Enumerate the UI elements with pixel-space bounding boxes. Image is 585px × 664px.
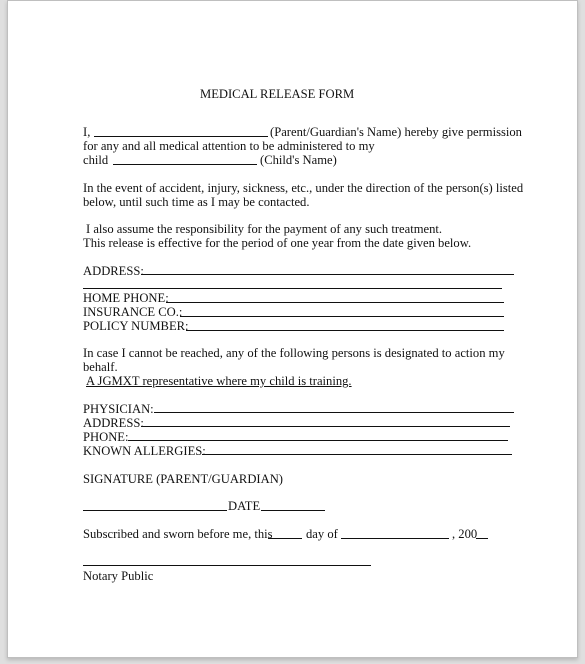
physician-label: PHYSICIAN: <box>83 402 154 416</box>
signature-label: SIGNATURE (PARENT/GUARDIAN) <box>83 472 283 486</box>
sworn-month-blank[interactable] <box>341 538 449 539</box>
emergency-line3: A JGMXT representative where my child is training. <box>86 374 352 388</box>
policy-label: POLICY NUMBER: <box>83 319 189 333</box>
insurance-blank[interactable] <box>180 316 504 317</box>
physician-blank[interactable] <box>154 412 514 413</box>
home-phone-label: HOME PHONE: <box>83 291 169 305</box>
permission-line1-prefix: I, <box>83 125 91 139</box>
responsibility-line2: This release is effective for the period of one year from the date given below. <box>83 236 472 250</box>
sworn-prefix: Subscribed and sworn before me, this <box>83 527 273 541</box>
address-label: ADDRESS: <box>83 264 144 278</box>
emergency-line2: behalf. <box>83 360 118 374</box>
date-blank[interactable] <box>261 510 325 511</box>
child-name-blank[interactable] <box>113 164 257 165</box>
emergency-line1: In case I cannot be reached, any of the following persons is designated to action my <box>83 346 505 360</box>
physician-address-blank[interactable] <box>141 426 510 427</box>
phone-blank[interactable] <box>128 440 508 441</box>
accident-line1: In the event of accident, injury, sickness, etc., under the direction of the person(s) listed <box>83 181 524 195</box>
physician-address-label: ADDRESS: <box>83 416 144 430</box>
policy-blank[interactable] <box>186 330 504 331</box>
address-blank-2[interactable] <box>83 288 502 289</box>
parent-name-blank[interactable] <box>94 136 268 137</box>
phone-label: PHONE: <box>83 430 129 444</box>
document-page <box>7 0 578 658</box>
home-phone-blank[interactable] <box>166 302 504 303</box>
permission-line3-suffix: (Child's Name) <box>260 153 337 167</box>
notary-label: Notary Public <box>83 569 154 583</box>
accident-line2: below, until such time as I may be contacted. <box>83 195 310 209</box>
form-title: MEDICAL RELEASE FORM <box>200 87 355 101</box>
sworn-day-of: day of <box>306 527 338 541</box>
allergies-blank[interactable] <box>202 454 512 455</box>
notary-signature-blank[interactable] <box>83 565 371 566</box>
date-label: DATE <box>228 499 261 513</box>
sworn-year-blank[interactable] <box>476 538 488 539</box>
sworn-year-prefix: , 200 <box>452 527 478 541</box>
allergies-label: KNOWN ALLERGIES: <box>83 444 206 458</box>
permission-line2: for any and all medical attention to be administered to my <box>83 139 375 153</box>
sworn-day-blank[interactable] <box>268 538 302 539</box>
address-blank[interactable] <box>141 274 514 275</box>
permission-line3-prefix: child <box>83 153 109 167</box>
permission-line1-suffix: (Parent/Guardian's Name) hereby give permission <box>270 125 522 139</box>
responsibility-line1: I also assume the responsibility for the payment of any such treatment. <box>86 222 443 236</box>
signature-blank[interactable] <box>83 510 227 511</box>
insurance-label: INSURANCE CO.: <box>83 305 183 319</box>
